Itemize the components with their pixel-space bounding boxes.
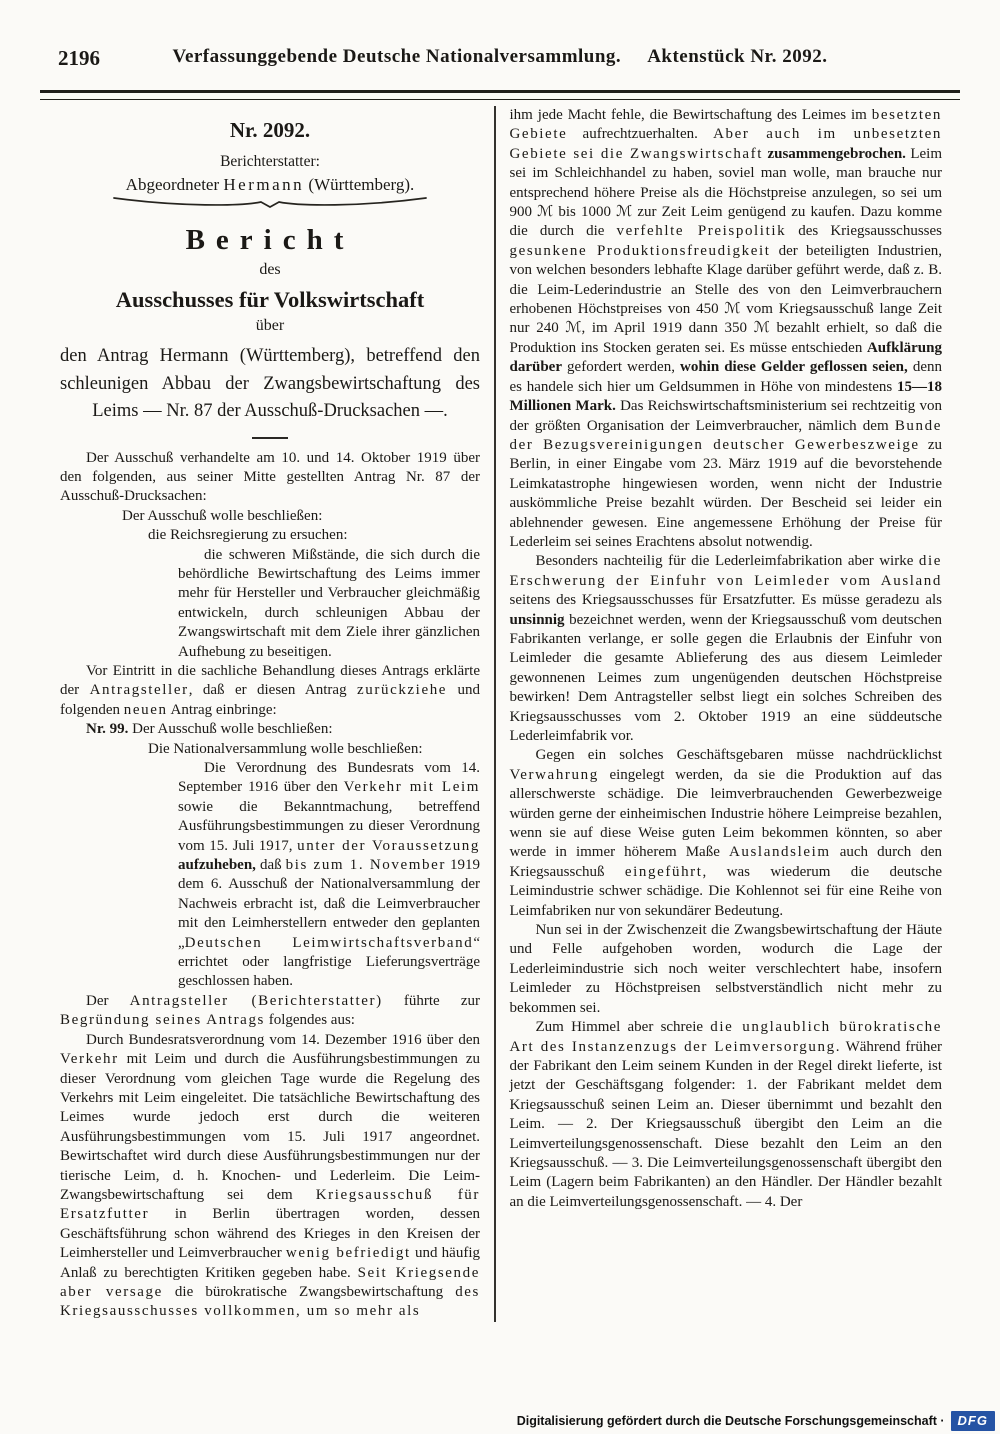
text-run: Der Ausschuß wolle beschließen:	[122, 507, 323, 524]
text-run: daß	[255, 857, 286, 874]
text-run: Bunde der Bezugsvereinigungen deutscher Gewerbeszweige	[509, 417, 942, 453]
text-run: die unglaublich bürokratische Art des Instanzenzugs der Leimversorgung.	[509, 1019, 942, 1055]
text-run: Vor Eintritt in die sachliche Behandlung dieses Antrags erklärte der	[60, 662, 480, 699]
text-run: die Reichsregierung zu ersuchen:	[148, 527, 348, 544]
paragraph	[510, 746, 943, 921]
text-run: sowie die Bekanntmachung, betreffend Ausführungsbestimmungen zu dieser Verordnung vom 15. Juli 1917,	[178, 798, 480, 854]
text-run: Verkehr	[60, 1051, 119, 1068]
credit-text: Digitalisierung gefördert durch die Deutsche Forschungsgemeinschaft ·	[516, 1414, 945, 1428]
text-run: Verkehr mit Leim	[343, 779, 480, 796]
paragraph	[60, 992, 480, 1031]
text-run: Zum Himmel aber schreie	[535, 1019, 711, 1036]
text-run: der beteiligten Industrien, von welchen besonders lebhafte Klage darüber geführt werde, daß z. B. die Leim-Lederindustrie an Stelle des von den Leimverbrauchern erhobenen Höchstpreises von 450 ℳ vom Kriegsausschuß lange Zeit nur 240 ℳ, im April 1919 dann 350 ℳ bezahlt erhielt, so daß die Produktion ins Stocken geraten sei. Es müsse entschieden	[509, 242, 942, 356]
text-run: wenig befriedigt	[285, 1245, 411, 1262]
text-run: Nr. 99.	[86, 721, 129, 738]
reporter-suffix: (Württemberg).	[304, 175, 415, 194]
text-run: folgendes aus:	[264, 1012, 355, 1029]
ueber-word: über	[255, 317, 285, 334]
right-column	[510, 106, 943, 1322]
text-run: Der Ausschuß verhandelte am 10. und 14. Oktober 1919 über den folgenden, aus seiner Mitte gestellten Antrag Nr. 87 der Ausschuß-Drucksachen:	[60, 449, 480, 505]
text-run: bis zum 1. November	[285, 857, 446, 874]
text-run: Besonders nachteilig für die Lederleimfabrikation aber wirke	[535, 553, 919, 570]
text-run: Die Verordnung des Bundesrats vom 14. September 1916 über den	[178, 760, 480, 796]
paragraph	[60, 720, 480, 739]
text-run: Durch Bundesratsverordnung vom 14. Dezember 1916 über den	[86, 1031, 480, 1048]
text-run: Seit Kriegsende aber versage	[60, 1264, 480, 1300]
paragraph	[510, 921, 943, 1018]
text-run: aufrechtzuerhalten.	[567, 126, 714, 143]
underline-flourish-icon	[111, 195, 429, 208]
text-run: besetzten Gebiete	[509, 107, 942, 143]
text-run: die Erschwerung der Einfuhr von Leimleder vom Ausland	[509, 553, 942, 589]
report-title: Bericht	[185, 224, 355, 256]
text-run: die schweren Mißstände, die sich durch die behördliche Bewirtschaftung des Leims immer mehr für Hersteller und Verbraucher gleichmäßig entwickeln, durch schleunigen Abbau der Zwangswirtschaft mit dem Ziele ihrer gänzlichen Aufhebung zu beseitigen.	[178, 546, 480, 660]
text-run: wohin diese Gelder geflossen seien,	[679, 359, 908, 376]
digitization-credit	[517, 1411, 995, 1431]
text-run: Gegen ein solches Geschäftsgebaren müsse nachdrücklichst	[535, 747, 942, 764]
text-run: führte zur	[382, 992, 480, 1009]
reporter-label: Berichterstatter:	[220, 153, 320, 170]
running-head	[0, 0, 1000, 86]
text-run: Der	[86, 992, 130, 1009]
text-run: 15—18 Millionen Mark.	[509, 378, 942, 415]
text-run: zusammengebrochen.	[767, 145, 906, 162]
text-run: Antrag einbringe:	[167, 701, 277, 718]
text-run: unsinnig	[509, 611, 565, 628]
text-columns	[0, 100, 1000, 1322]
section-divider	[252, 437, 288, 439]
text-run: gesunkene Produktionsfreudigkeit	[509, 242, 771, 259]
text-run: bezeichnet werden, wenn der Kriegsausschuß vom deutschen Fabrikanten verlange, er solle gegen die Erlaubnis der Einfuhr von Leimleder die gesamte Ablieferung des aus diesem Leimleder gewonnenen Leimes zum ungenügenden deutschen Höchstpreise bewirken! Dem Antragsteller selbst liegt ein solches Schreiben des Kriegsausschusses vom 2. Oktober 1919 an eine süddeutsche Lederleimfabrik vor.	[509, 611, 942, 744]
paragraph	[148, 740, 480, 759]
text-run: zurückziehe	[357, 682, 448, 699]
text-run: , daß er diesen Antrag	[188, 682, 358, 699]
text-run: unter der Voraussetzung	[297, 837, 480, 854]
paragraph	[148, 526, 480, 545]
text-run: Auslandsleim	[728, 844, 831, 861]
text-run: verfehlte Preispolitik	[616, 223, 787, 240]
masthead-docref: Aktenstück Nr. 2092.	[647, 46, 828, 67]
text-run: Verwahrung	[509, 766, 599, 783]
reporter-prefix: Abgeordneter	[125, 175, 224, 194]
text-run: mit Leim und durch die Ausführungsbestimmungen zu dieser Verordnung vom gleichen Tage wurde die Regelung des Verkehrs mit Leim eingeleitet. Die tatsächliche Bewirtschaftung des Leimes wurde jedoch erst durch die weiteren Ausführungsbestimmungen vom 15. Juli 1917 angeordnet. Bewirtschaftet wird durch diese Ausführungsbestimmungen nur der tierische Leim, d. h. Knochen- und Lederleim. Die Leim-Zwangsbewirtschaftung sei dem	[60, 1051, 480, 1203]
column-divider	[494, 106, 496, 1322]
masthead	[0, 46, 1000, 68]
text-run: des Kriegsausschusses	[786, 223, 942, 240]
paragraph	[60, 449, 480, 507]
left-body	[60, 449, 480, 1322]
reporter-name	[60, 175, 480, 195]
paragraph	[510, 1018, 943, 1212]
left-column	[60, 106, 480, 1322]
text-run: und häufig Anlaß zu berechtigten Kritiken gegeben habe.	[60, 1245, 480, 1281]
paragraph	[178, 546, 480, 662]
text-run: auch durch den Kriegsausschuß	[509, 844, 942, 880]
text-run: Deutschen Leimwirtschaftsverband	[184, 934, 474, 951]
text-run: des Kriegsausschusses vollkommen, um so mehr als	[60, 1283, 480, 1320]
text-run: und folgenden	[60, 682, 480, 718]
paragraph	[60, 1031, 480, 1322]
masthead-title: Verfassunggebende Deutsche Nationalversammlung.	[172, 46, 622, 67]
text-run: ihm jede Macht fehle, die Bewirtschaftung des Leimes im	[509, 107, 872, 123]
text-run: eingelegt werden, da sie die Produktion auf das allerschwerste schädige. Die leimverbrauchenden Gewerbezweige würden gerne der einheimischen Industrie höhere Leimpreise bezahlen, wenn sie auf diese Weise guten Leim bekommen könnten, so aber werde in immer höherem Maße	[509, 766, 942, 861]
text-run: seitens des Kriegsausschusses für Ersatzfutter. Es müsse geradezu als	[509, 592, 942, 609]
text-run: neuen	[123, 701, 168, 718]
text-run: eingeführt	[624, 863, 703, 880]
dfg-logo: DFG	[951, 1411, 995, 1431]
paragraph	[510, 552, 943, 746]
text-run: Aber auch im unbesetzten Gebiete sei die Zwangswirtschaft	[509, 126, 942, 162]
text-run: “ errichtet oder langfristige Lieferungsverträge geschlossen haben.	[178, 934, 480, 990]
text-run: die bürokratische Zwangsbewirtschaftung	[162, 1283, 456, 1300]
text-run: Der Ausschuß wolle beschließen:	[128, 721, 333, 738]
text-run: Antragsteller (Berichterstatter)	[129, 992, 383, 1009]
paragraph	[60, 662, 480, 720]
text-run: Nun sei in der Zwischenzeit die Zwangsbewirtschaftung der Häute und Felle aufgehoben worden, wodurch die Lage der Lederleimindustrie sich noch weiter verschlechtert habe, insofern Leimleder zu Höchstpreisen selbstverständlich nicht mehr zu bekommen sei.	[509, 922, 942, 1016]
reporter-surname: Hermann	[223, 175, 305, 194]
text-run: Aufklärung darüber	[509, 339, 942, 376]
text-run: Kriegsausschuß für Ersatzfutter	[60, 1186, 480, 1223]
text-run: 1919 dem 6. Ausschuß der Nationalversammlung der Nachweis erbracht ist, daß die Leimverbraucher mit den Leimherstellern entweder den geplanten „	[178, 857, 480, 951]
text-run: Begründung seines Antrags	[60, 1012, 265, 1029]
committee-name: Ausschusses für Volkswirtschaft	[115, 287, 425, 312]
report-subject: den Antrag Hermann (Württemberg), betreffend den schleunigen Abbau der Zwangsbewirtschaftung des Leims — Nr. 87 der Ausschuß-Drucksachen —.	[60, 346, 480, 421]
text-run: zu Berlin, in einer Eingabe vom 23. März 1919 auf die bevorstehende Leimkatastrophe hingewiesen worden, wenn nicht der Industrie auskömmliche Preise bezahlt würden. Der Bescheid sei leider ein ablehnender gewesen. Eine angemessene Erhöhung der Preise für Lederleim sei seines Erachtens absolut notwendig.	[509, 436, 942, 550]
page-number: 2196	[58, 46, 100, 70]
right-body	[510, 106, 943, 1212]
paragraph	[178, 759, 480, 992]
report-des: des	[259, 261, 281, 278]
paragraph	[510, 106, 943, 552]
document-number: Nr. 2092.	[229, 118, 311, 142]
text-run: Das Reichswirtschaftsministerium sei rechtzeitig von der größten Organisation der Leimverbraucher, nämlich dem	[509, 398, 942, 434]
text-run: denn es handele sich hier um Geldsummen in Höhe von mindestens	[509, 359, 942, 395]
paragraph	[122, 507, 480, 526]
header-rule	[40, 90, 960, 100]
text-run: gefordert werden,	[562, 359, 680, 376]
text-run: in Berlin übertragen worden, dessen Geschäftsführung schon während des Krieges in den Kreisen der Leimhersteller und Leimverbraucher	[60, 1206, 480, 1262]
text-run: Leim sei im Schleichhandel zu haben, soviel man wolle, man brauche nur entsprechend höhere Preise als die Höchstpreise anzulegen, so sei um 900 ℳ bis 1000 ℳ zur Zeit Leim genügend zu kaufen. Dazu komme die durch die	[509, 145, 943, 240]
text-run: Die Nationalversammlung wolle beschließen:	[148, 740, 423, 757]
text-run: , was wiederum die deutsche Leimindustrie schwer schädige. Die Kohlennot sei für eine Reihe von Leimfabriken nur von sekundärer Bedeutung.	[509, 863, 943, 919]
text-run: Während früher der Fabrikant den Leim seinem Kunden in der Regel direkt lieferte, ist jetzt der Geschäftsgang folgender: 1. der Fabrikant meldet dem Kriegsausschuß seinen Leim an. Dieser übernimmt und bezahlt den Leim. — 2. Der Kriegsausschuß übergibt den Leim an die Leimverteilungsgenossenschaft. Diese bezahlt den Leim an den Kriegsausschuß. — 3. Die Leimverteilungsgenossenschaft übergibt den Leim (Lagern beim Fabrikanten) an den Händler. Der Händler bezahlt an die Leimverteilungsgenossenschaft. — 4. Der	[509, 1038, 942, 1210]
text-run: Antragsteller	[89, 682, 189, 699]
text-run: aufzuheben,	[178, 857, 256, 874]
